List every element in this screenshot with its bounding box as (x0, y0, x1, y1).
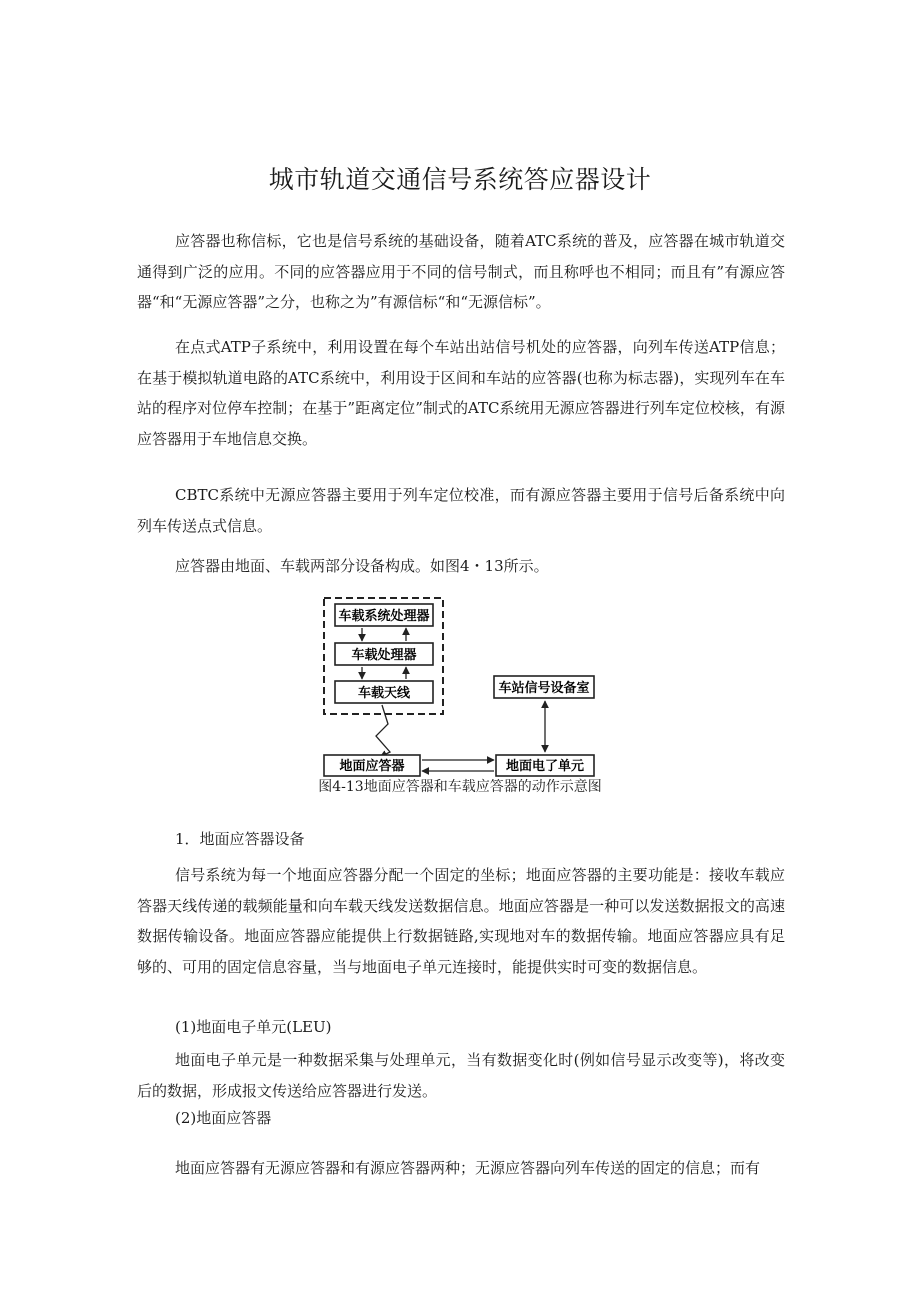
paragraph-leu: 地面电子单元是一种数据采集与处理单元，当有数据变化时(例如信号显示改变等)，将改变后的数据，形成报文传送给应答器进行发送。 (137, 1051, 785, 1100)
onboard-antenna-label: 车载天线 (357, 686, 411, 701)
paragraph-ground-transponder-types: 地面应答器有无源应答器和有源应答器两种；无源应答器向列车传送的固定的信息；而有 (175, 1159, 761, 1177)
paragraph-cbtc: CBTC系统中无源应答器主要用于列车定位校准，而有源应答器主要用于信号后备系统中向列车传送点式信息。 (137, 486, 785, 535)
paragraph-intro: 应答器也称信标，它也是信号系统的基础设备，随着ATC系统的普及，应答器在城市轨道交通得到广泛的应用。不同的应答器应用于不同的信号制式，而且称呼也不相同；而且有”有源应答器“和“无源应答器”之分，也称之为”有源信标“和“无源信标”。 (137, 232, 785, 311)
onboard-system-processor-label: 车载系统处理器 (338, 609, 430, 624)
station-signal-room-label: 车站信号设备室 (498, 681, 590, 696)
onboard-processor-box (335, 643, 433, 665)
paragraph-composition: 应答器由地面、车载两部分设备构成。如图4・13所示。 (175, 557, 549, 575)
figure-caption: 图4-13地面应答器和车载应答器的动作示意图 (318, 779, 602, 795)
page-title: 城市轨道交通信号系统答应器设计 (268, 165, 652, 194)
onboard-processor-label: 车载处理器 (351, 648, 417, 663)
subsection-heading-ground-transponder: (2)地面应答器 (175, 1109, 272, 1127)
transponder-diagram (310, 592, 620, 778)
section-heading: 1．地面应答器设备 (175, 830, 305, 848)
subsection-heading-leu: (1)地面电子单元(LEU) (175, 1018, 332, 1036)
onboard-system-processor-box (335, 604, 433, 626)
ground-electronic-unit-box (496, 755, 594, 776)
ground-transponder-box (324, 755, 420, 776)
paragraph-ground-transponder-equipment: 信号系统为每一个地面应答器分配一个固定的坐标；地面应答器的主要功能是：接收车载应答器天线传递的载频能量和向车载天线发送数据信息。地面应答器是一种可以发送数据报文的高速数据传输设备。地面应答器应能提供上行数据链路,实现地对车的数据传输。地面应答器应具有足够的、可用的固定信息容量，当与地面电子单元连接时，能提供实时可变的数据信息。 (137, 866, 785, 976)
ground-transponder-label: 地面应答器 (339, 759, 405, 774)
ground-electronic-unit-label: 地面电了单元 (505, 759, 585, 774)
station-signal-room-box (494, 676, 594, 698)
wireless-link-zigzag (376, 705, 390, 757)
onboard-antenna-box (335, 681, 433, 703)
paragraph-atp: 在点式ATP子系统中，利用设置在每个车站出站信号机处的应答器，向列车传送ATP信息；在基于模拟轨道电路的ATC系统中，利用设于区间和车站的应答器(也称为标志器)，实现列车在车站的程序对位停车控制；在基于”距离定位”制式的ATC系统用无源应答器进行列车定位校核，有源应答器用于车地信息交换。 (137, 338, 785, 448)
